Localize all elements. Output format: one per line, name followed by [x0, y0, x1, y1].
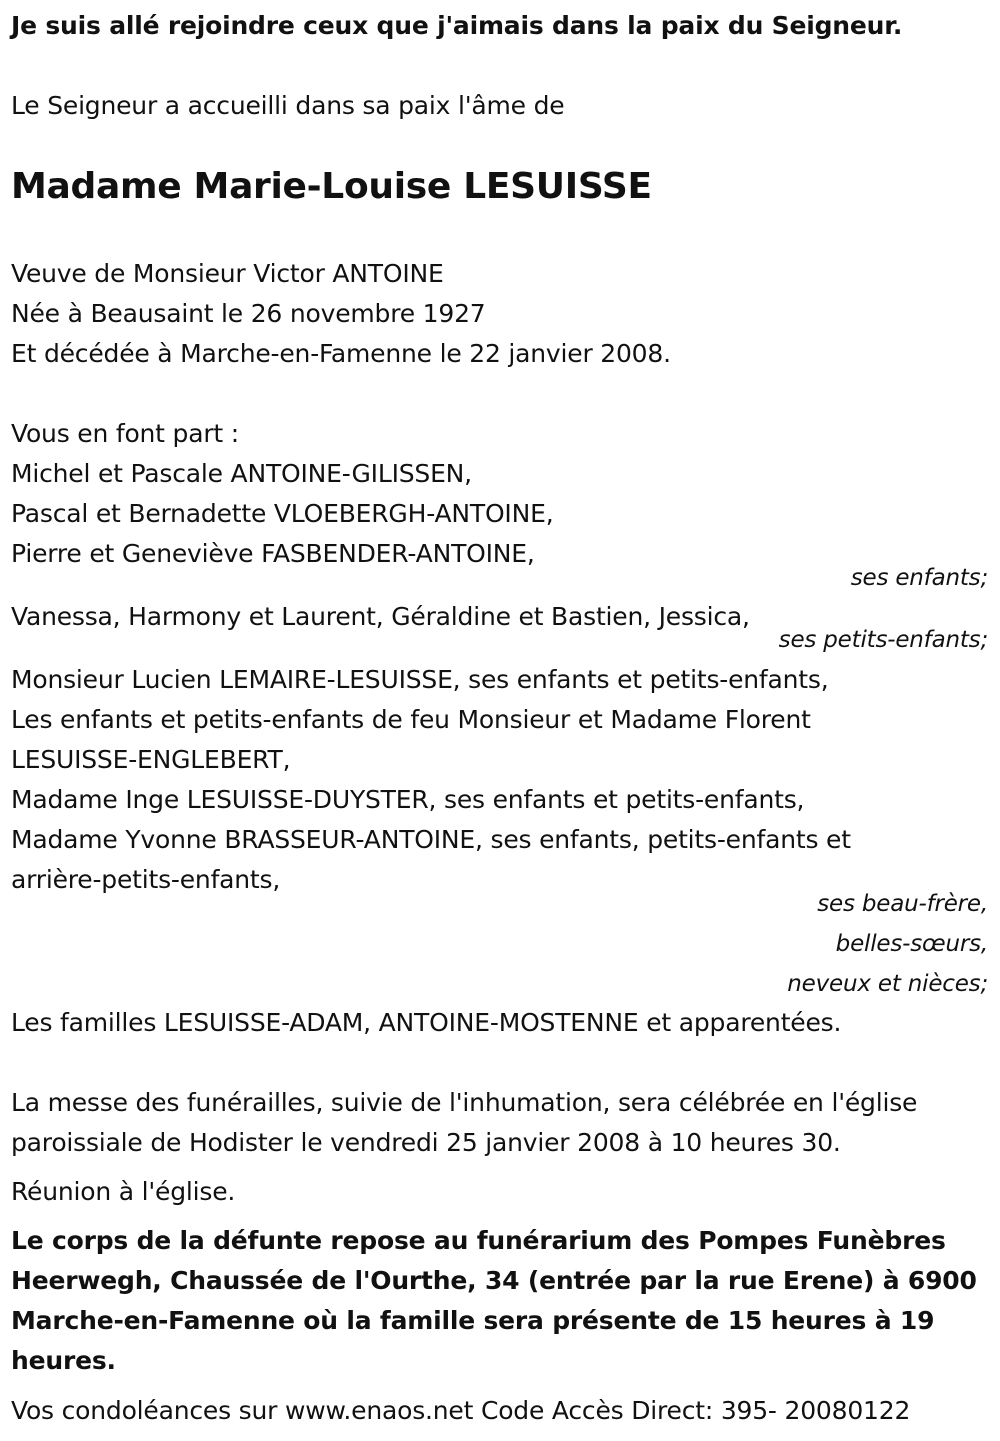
grandchildren-relation: ses petits-enfants; — [778, 627, 988, 653]
child-line: Pierre et Geneviève FASBENDER-ANTOINE, — [11, 539, 535, 568]
families-line: Les familles LESUISSE-ADAM, ANTOINE-MOSTENNE et apparentées. — [11, 1008, 842, 1037]
relative-line: arrière-petits-enfants, — [11, 865, 281, 894]
relative-line: Madame Inge LESUISSE-DUYSTER, ses enfants et petits-enfants, — [11, 785, 805, 814]
repose-line: Le corps de la défunte repose au funérarium des Pompes Funèbres — [11, 1226, 946, 1255]
relatives-relation: neveux et nièces; — [787, 971, 988, 997]
intro-text: Le Seigneur a accueilli dans sa paix l'âme de — [11, 91, 565, 120]
detail-line: Et décédée à Marche-en-Famenne le 22 janvier 2008. — [11, 339, 671, 368]
child-line: Michel et Pascale ANTOINE-GILISSEN, — [11, 459, 472, 488]
relative-line: Monsieur Lucien LEMAIRE-LESUISSE, ses enfants et petits-enfants, — [11, 665, 829, 694]
meeting-line: Réunion à l'église. — [11, 1177, 236, 1206]
repose-line: Marche-en-Famenne où la famille sera présente de 15 heures à 19 — [11, 1306, 935, 1335]
funeral-line: paroissiale de Hodister le vendredi 25 janvier 2008 à 10 heures 30. — [11, 1128, 841, 1157]
relatives-relation: ses beau-frère, — [817, 891, 988, 917]
children-relation: ses enfants; — [850, 565, 988, 591]
repose-line: heures. — [11, 1346, 116, 1375]
relative-line: Madame Yvonne BRASSEUR-ANTOINE, ses enfants, petits-enfants et — [11, 825, 851, 854]
relative-line: LESUISSE-ENGLEBERT, — [11, 745, 291, 774]
grandchildren-line: Vanessa, Harmony et Laurent, Géraldine et Bastien, Jessica, — [11, 602, 750, 631]
relative-line: Les enfants et petits-enfants de feu Monsieur et Madame Florent — [11, 705, 811, 734]
funeral-line: La messe des funérailles, suivie de l'inhumation, sera célébrée en l'église — [11, 1088, 918, 1117]
opening-quote: Je suis allé rejoindre ceux que j'aimais dans la paix du Seigneur. — [11, 11, 903, 40]
detail-line: Veuve de Monsieur Victor ANTOINE — [11, 259, 444, 288]
deceased-name: Madame Marie-Louise LESUISSE — [11, 166, 652, 207]
detail-line: Née à Beausaint le 26 novembre 1927 — [11, 299, 486, 328]
condolences-line: Vos condoléances sur www.enaos.net Code Accès Direct: 395- 20080122 — [11, 1396, 911, 1425]
announcers-intro: Vous en font part : — [11, 419, 239, 448]
child-line: Pascal et Bernadette VLOEBERGH-ANTOINE, — [11, 499, 554, 528]
repose-line: Heerwegh, Chaussée de l'Ourthe, 34 (entrée par la rue Erene) à 6900 — [11, 1266, 977, 1295]
relatives-relation: belles-sœurs, — [835, 931, 988, 957]
